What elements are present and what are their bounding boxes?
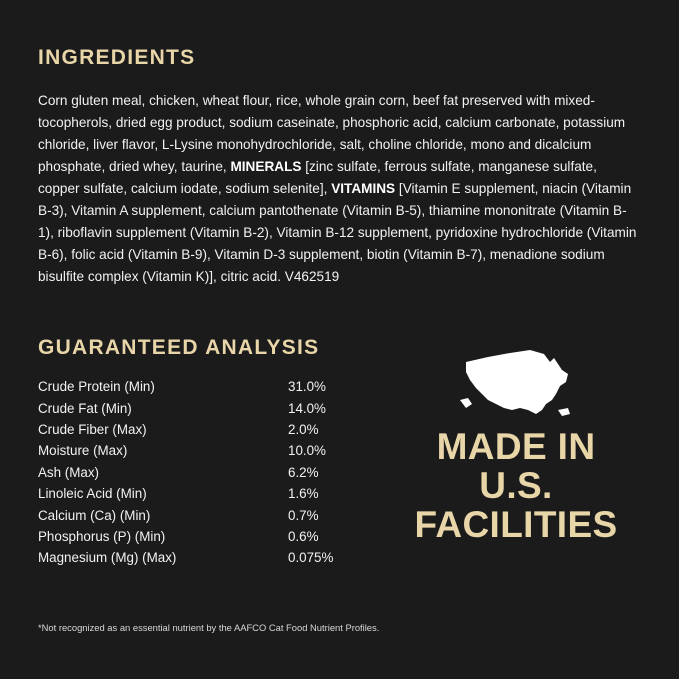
guaranteed-analysis-heading: GUARANTEED ANALYSIS [38, 336, 320, 360]
badge-line-1: MADE IN [436, 426, 596, 468]
badge-line-3: FACILITIES [414, 504, 618, 546]
analysis-value: 0.075% [288, 550, 334, 566]
analysis-value: 10.0% [288, 443, 326, 459]
analysis-label: Moisture (Max) [38, 443, 128, 459]
ingredients-segment-3: VITAMINS [331, 181, 396, 197]
usa-map-icon [401, 348, 631, 422]
analysis-value: 6.2% [288, 464, 319, 480]
guaranteed-analysis-section [38, 336, 641, 568]
ingredients-text [38, 90, 638, 288]
ingredients-segment-2: [zinc sulfate, ferrous sulfate, manganese sulfate, copper sulfate, calcium iodate, sodium selenite], [38, 159, 597, 197]
badge-text [401, 426, 631, 546]
analysis-value: 14.0% [288, 400, 326, 416]
table-row [38, 398, 378, 419]
analysis-value: 2.0% [288, 422, 319, 438]
table-row [38, 504, 378, 525]
ingredients-segment-1: MINERALS [230, 159, 302, 175]
analysis-label: Crude Fiber (Max) [38, 422, 147, 438]
ingredients-segment-4: [Vitamin E supplement, niacin (Vitamin B-3), Vitamin A supplement, calcium pantothenate (Vitamin B-5), thiamine mononitrate (Vitamin B-1), riboflavin supplement (Vitamin B-2), Vitamin B-12 supplement, pyridoxine hydrochloride (Vitamin B-6), folic acid (Vitamin B-9), Vitamin D-3 supplement, biotin (Vitamin B-7), menadione sodium bisulfite complex (Vitamin K)], citric acid. V462519 [38, 181, 637, 285]
table-row [38, 526, 378, 547]
analysis-value: 0.6% [288, 528, 319, 544]
table-row [38, 547, 378, 568]
analysis-table [38, 376, 378, 568]
analysis-label: Magnesium (Mg) (Max) [38, 550, 177, 566]
table-row [38, 440, 378, 461]
analysis-value: 1.6% [288, 486, 319, 502]
ingredients-segment-0: Corn gluten meal, chicken, wheat flour, rice, whole grain corn, beef fat preserved with mixed-tocopherols, dried egg product, sodium caseinate, phosphoric acid, calcium carbonate, potassium chloride, liver flavor, L-Lysine monohydrochloride, salt, choline chloride, mono and dicalcium phosphate, dried whey, taurine, [38, 93, 626, 175]
table-row [38, 419, 378, 440]
badge-line-2: U.S. [479, 465, 553, 507]
analysis-value: 31.0% [288, 379, 326, 395]
analysis-label: Calcium (Ca) (Min) [38, 507, 151, 523]
table-row [38, 462, 378, 483]
table-row [38, 376, 378, 397]
analysis-label: Crude Fat (Min) [38, 400, 132, 416]
analysis-label: Crude Protein (Min) [38, 379, 155, 395]
analysis-label: Ash (Max) [38, 464, 100, 480]
analysis-label: Phosphorus (P) (Min) [38, 528, 166, 544]
ingredients-heading: INGREDIENTS [38, 46, 196, 69]
table-row [38, 483, 378, 504]
made-in-us-badge [401, 348, 631, 545]
analysis-label: Linoleic Acid (Min) [38, 486, 147, 502]
footnote: *Not recognized as an essential nutrient by the AAFCO Cat Food Nutrient Profiles. [38, 622, 380, 633]
analysis-value: 0.7% [288, 507, 319, 523]
